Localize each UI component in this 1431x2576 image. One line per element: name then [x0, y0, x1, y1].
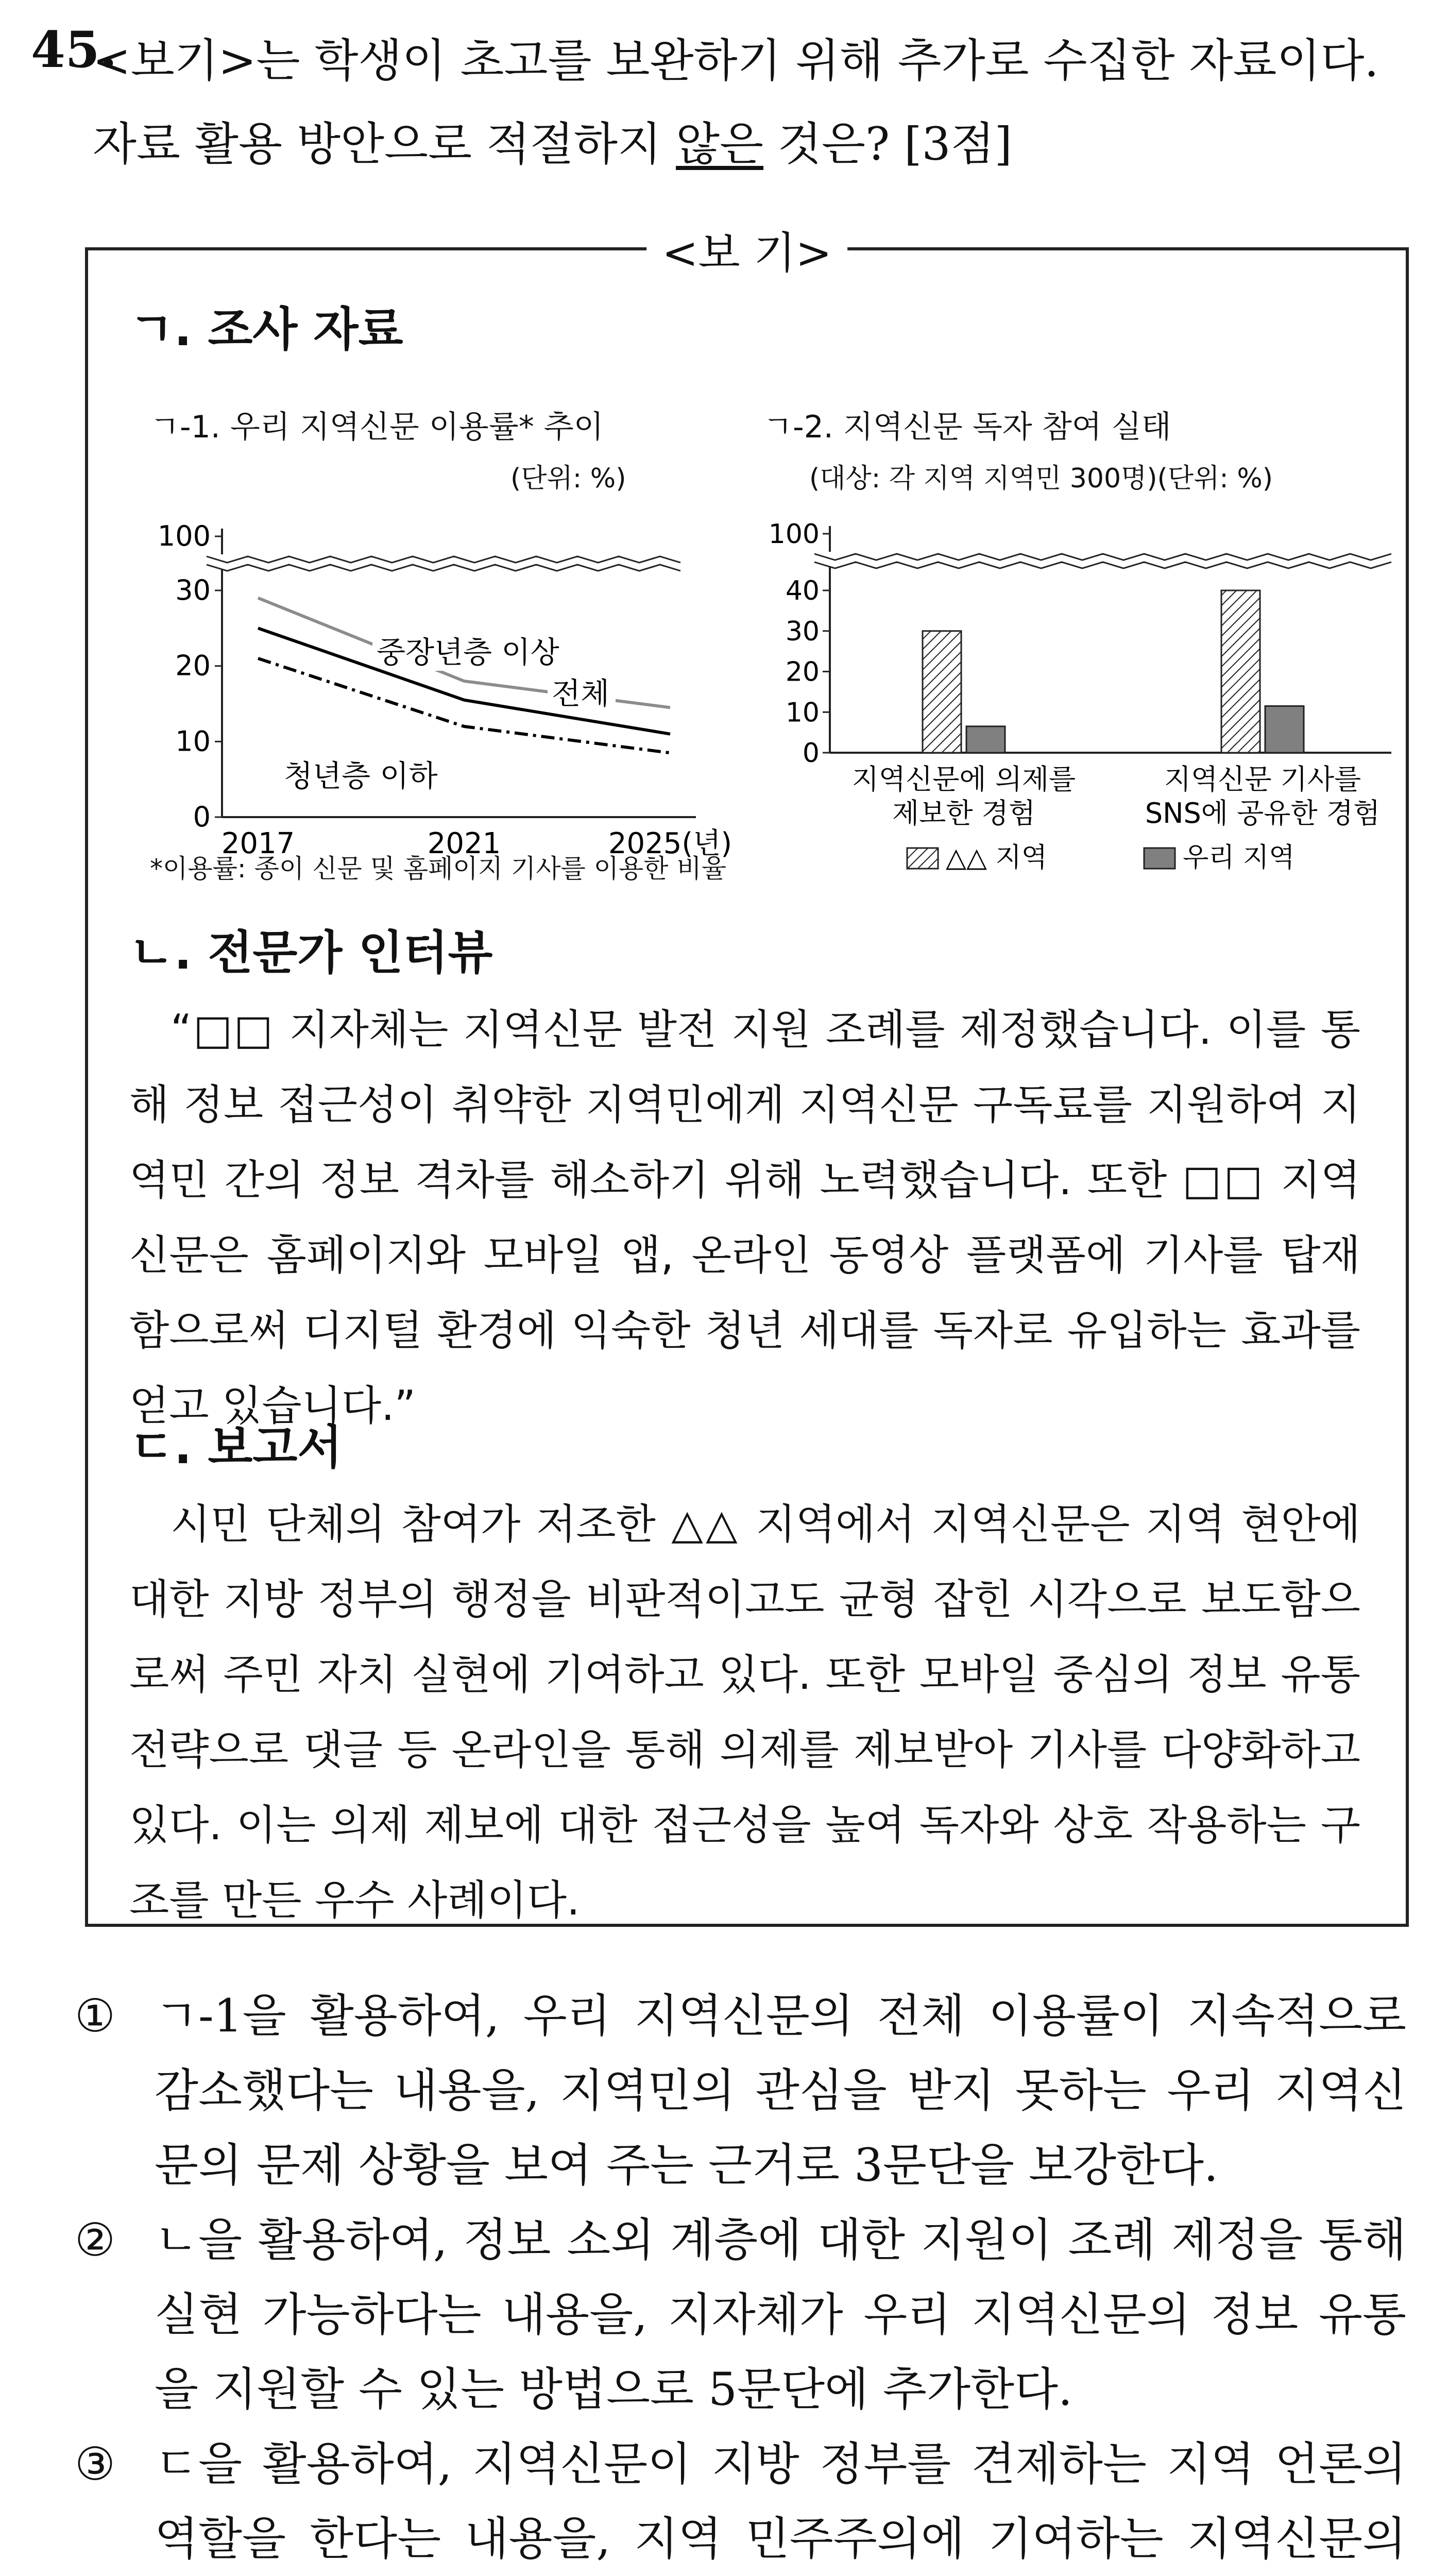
chart2-title: ㄱ-2. 지역신문 독자 참여 실태: [763, 409, 1171, 445]
chart2-y-tick-label: 0: [802, 738, 820, 769]
chart1-unit: (단위: %): [510, 463, 626, 494]
chart2-category-label: SNS에 공유한 경험: [1145, 797, 1381, 829]
chart2-unit: (대상: 각 지역 지역민 300명)(단위: %): [809, 463, 1273, 494]
chart2-y-tick-label: 10: [785, 697, 820, 728]
chart2-bar: [923, 631, 961, 753]
interview-text: “□□ 지자체는 지역신문 발전 지원 조례를 제정했습니다. 이를 통해 정보 접근성이 취약한 지역민에게 지역신문 구독료를 지원하여 지역민 간의 정보 격차를 해소하기 위해 노력했습니다. 또한 □□ 지역신문은 홈페이지와 모바일 앱, 온라인 동영상 플랫폼에 기사를 탑재함으로써 디지털 환경에 익숙한 청년 세대를 독자로 유입하는 효과를 얻고 있습니다.”: [129, 1006, 1360, 1430]
chart2-y-tick-label: 20: [785, 656, 820, 688]
question-text-line1: <보기>는 학생이 초고를 보완하기 위해 추가로 수집한 자료이다.: [93, 34, 1379, 87]
answer-options: [57, 1978, 1406, 2576]
option-3-text: ㄷ을 활용하여, 지역신문이 지방 정부를 견제하는 지역 언론의 역할을 한다는 내용을, 지역 민주주의에 기여하는 지역신문의: [155, 2437, 1406, 2565]
chart2-legend-label: △△ 지역: [946, 842, 1047, 873]
option-3[interactable]: [57, 2427, 1406, 2576]
option-3-marker: ③: [75, 2437, 115, 2490]
chart2-legend-swatch: [907, 848, 938, 869]
question-number: 45.: [31, 21, 117, 79]
chart1-y-tick-label: 100: [157, 520, 211, 552]
report-text: 시민 단체의 참여가 저조한 △△ 지역에서 지역신문은 지역 현안에 대한 지방 정부의 행정을 비판적이고도 균형 잡힌 시각으로 보도함으로써 주민 자치 실현에 기여하고 있다. 또한 모바일 중심의 정보 유통 전략으로 댓글 등 온라인을 통해 의제를 제보받아 기사를 다양화하고 있다. 이는 의제 제보에 대한 접근성을 높여 독자와 상호 작용하는 구조를 만든 우수 사례이다.: [129, 1500, 1360, 1924]
chart2-category-label: 지역신문에 의제를: [851, 763, 1076, 795]
chart2-bar-chart: [737, 487, 1402, 889]
chart1-x-tick-label: 2021: [427, 827, 501, 860]
chart1-series-label: 중장년층 이상: [377, 635, 559, 670]
chart1-y-tick-label: 30: [175, 574, 211, 606]
chart2-legend-label: 우리 지역: [1183, 842, 1295, 873]
chart2-y-tick-label: 30: [785, 616, 820, 647]
option-1[interactable]: [57, 1978, 1406, 2202]
chart2-y-tick-label: 100: [768, 519, 820, 550]
chart1-y-tick-label: 20: [175, 649, 211, 682]
chart1-title: ㄱ-1. 우리 지역신문 이용률* 추이: [150, 409, 604, 445]
question-underlined-word: 않은: [676, 117, 764, 171]
option-1-marker: ①: [75, 1989, 115, 2042]
chart1-y-tick-label: 0: [193, 801, 211, 833]
chart2-category-label: 제보한 경험: [892, 797, 1035, 829]
chart1-series-label: 청년층 이하: [284, 758, 438, 793]
question-text-post: 것은? [3점]: [763, 117, 1012, 171]
section-b-heading: ㄴ. 전문가 인터뷰: [129, 926, 493, 980]
option-2-text: ㄴ을 활용하여, 정보 소외 계층에 대한 지원이 조례 제정을 통해 실현 가능하다는 내용을, 지자체가 우리 지역신문의 정보 유통을 지원할 수 있는 방법으로 5문단에 추가한다.: [155, 2213, 1406, 2416]
option-1-text: ㄱ-1을 활용하여, 우리 지역신문의 전체 이용률이 지속적으로 감소했다는 내용을, 지역민의 관심을 받지 못하는 우리 지역신문의 문제 상황을 보여 주는 근거로 3문단을 보강한다.: [155, 1989, 1406, 2192]
chart2-legend-swatch: [1144, 848, 1175, 869]
chart1-series-label: 전체: [552, 676, 610, 711]
option-2-marker: ②: [75, 2213, 115, 2266]
chart2-bar: [1265, 706, 1304, 753]
chart1-line-chart: [88, 487, 737, 879]
section-a-heading: ㄱ. 조사 자료: [129, 302, 403, 357]
chart1-y-tick-label: 10: [175, 725, 211, 758]
chart1-x-tick-label: 2017: [221, 827, 295, 860]
chart2-category-label: 지역신문 기사를: [1164, 763, 1361, 795]
bogi-box: [85, 228, 1409, 1927]
section-c-heading: ㄷ. 보고서: [129, 1420, 343, 1475]
chart2-bar: [1221, 590, 1260, 753]
bogi-title: <보 기>: [646, 218, 847, 281]
option-2[interactable]: [57, 2202, 1406, 2427]
chart1-x-tick-label: 2025(년): [608, 827, 732, 860]
chart2-y-tick-label: 40: [785, 575, 820, 606]
chart1-footnote: *이용률: 종이 신문 및 홈페이지 기사를 이용한 비율: [150, 854, 727, 884]
question-text-line2: [93, 108, 1012, 173]
chart2-bar: [966, 726, 1005, 753]
question-text-pre: 자료 활용 방안으로 적절하지: [93, 117, 676, 171]
